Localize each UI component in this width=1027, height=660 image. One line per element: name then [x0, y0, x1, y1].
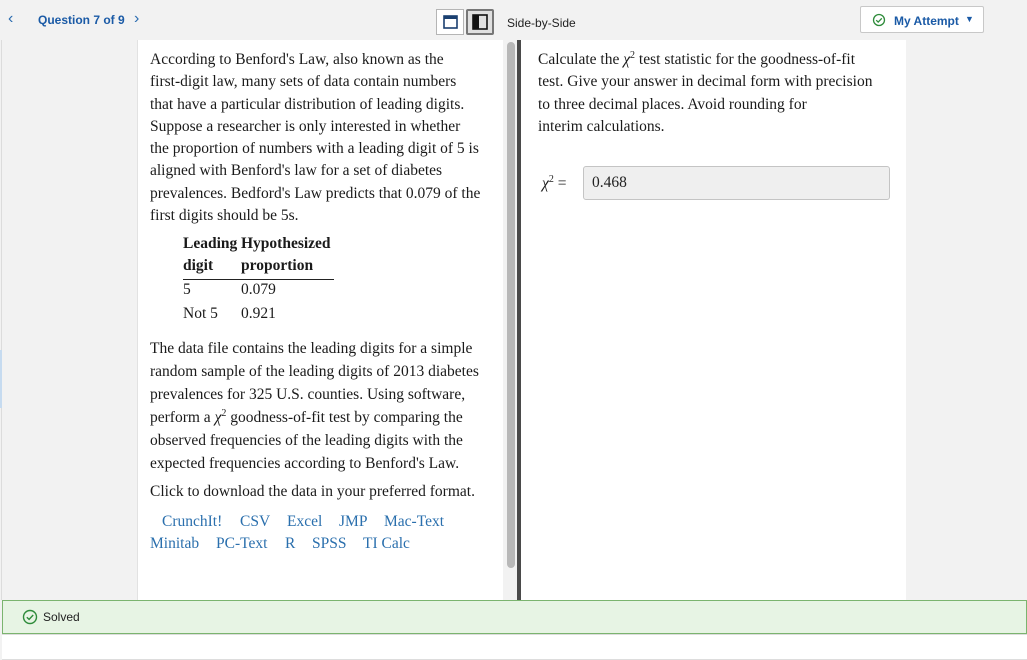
chi-exponent: 2 [548, 173, 554, 185]
chi-symbol: χ [214, 409, 222, 426]
single-panel-icon [437, 10, 463, 34]
question-intro [150, 49, 500, 227]
my-attempt-label: My Attempt [894, 14, 959, 28]
download-link-spss[interactable]: SPSS [312, 535, 347, 552]
download-link-csv[interactable]: CSV [240, 513, 271, 530]
instruction-line: interim calculations. [538, 117, 665, 135]
table-header-rule [183, 279, 334, 280]
download-link-jmp[interactable]: JMP [339, 513, 368, 530]
side-by-side-view-button[interactable] [466, 9, 494, 35]
check-circle-icon [22, 609, 38, 625]
equals-sign: = [557, 175, 567, 192]
chi-exponent: 2 [630, 49, 636, 61]
status-label: Solved [43, 610, 80, 624]
body-line: observed frequencies of the leading digits with the [150, 432, 463, 449]
chevron-left-icon[interactable]: ‹ [8, 10, 14, 27]
question-counter[interactable]: Question 7 of 9 [38, 13, 125, 27]
chi-square-label [542, 175, 566, 193]
instruction-line: test. Give your answer in decimal form with precision [538, 73, 873, 91]
split-panel-icon [468, 11, 492, 33]
view-mode-label: Side-by-Side [507, 16, 576, 30]
body-line: random sample of the leading digits of 2013 diabetes [150, 363, 479, 380]
download-prompt: Click to download the data in your preferred format. [150, 483, 475, 500]
question-panel-scrollbar[interactable] [507, 42, 515, 568]
left-edge-accent [0, 350, 2, 408]
check-circle-icon [872, 13, 886, 27]
intro-line: aligned with Benford's law for a set of diabetes [150, 162, 443, 180]
intro-line: Suppose a researcher is only interested in whether [150, 117, 461, 135]
instruction-line [538, 49, 898, 71]
download-link-minitab[interactable]: Minitab [150, 535, 200, 552]
download-link-pc-text[interactable]: PC-Text [216, 535, 268, 552]
download-link-mac-text[interactable]: Mac-Text [384, 513, 445, 530]
download-link-crunchit[interactable]: CrunchIt! [162, 513, 223, 530]
instruction-text: test statistic for the goodness-of-fit [635, 51, 856, 68]
download-links [150, 511, 500, 555]
caret-down-icon: ▼ [965, 14, 974, 24]
chi-square-answer-input[interactable]: 0.468 [583, 166, 890, 200]
body-line: prevalences for 325 U.S. counties. Using software, [150, 386, 466, 403]
body-text: perform a [150, 409, 215, 426]
table-header-leading: Leading [183, 235, 238, 252]
table-cell-proportion: 0.921 [241, 305, 276, 322]
top-navigation [0, 0, 1027, 40]
chevron-right-icon[interactable]: › [134, 10, 140, 27]
intro-line: first digits should be 5s. [150, 207, 299, 225]
question-body [150, 337, 500, 475]
chi-symbol: χ [623, 51, 631, 68]
intro-line: prevalences. Bedford's Law predicts that 0.079 of the [150, 184, 481, 202]
single-view-button[interactable] [436, 9, 464, 35]
download-link-r[interactable]: R [285, 535, 296, 552]
question-panel [137, 40, 503, 600]
bottom-bar [2, 634, 1027, 660]
body-text: goodness-of-fit test by comparing the [226, 409, 463, 426]
intro-line: that have a particular distribution of leading digits. [150, 95, 465, 113]
intro-line: According to Benford's Law, also known as the [150, 51, 444, 68]
instruction-text: Calculate the [538, 51, 624, 68]
body-line: The data file contains the leading digits for a simple [150, 340, 473, 357]
chi-exponent: 2 [221, 407, 227, 419]
status-bar [2, 600, 1027, 634]
answer-panel [521, 40, 906, 600]
table-header-digit: digit [183, 257, 214, 274]
table-cell-digit: Not 5 [183, 305, 218, 322]
table-header-proportion: proportion [241, 257, 314, 274]
instruction-line: to three decimal places. Avoid rounding for [538, 95, 807, 113]
table-cell-proportion: 0.079 [241, 281, 276, 298]
intro-line: first-digit law, many sets of data contain numbers [150, 73, 457, 91]
chi-symbol: χ [542, 175, 549, 192]
answer-instructions [538, 49, 898, 138]
table-header-hypothesized: Hypothesized [241, 235, 331, 252]
body-line: expected frequencies according to Benford's Law. [150, 455, 460, 472]
download-link-excel[interactable]: Excel [287, 513, 323, 530]
my-attempt-dropdown[interactable] [860, 6, 984, 33]
body-line [150, 406, 500, 429]
left-edge [1, 40, 2, 600]
download-link-ti-calc[interactable]: TI Calc [363, 535, 410, 552]
table-cell-digit: 5 [183, 281, 191, 298]
intro-line: the proportion of numbers with a leading digit of 5 is [150, 140, 479, 158]
